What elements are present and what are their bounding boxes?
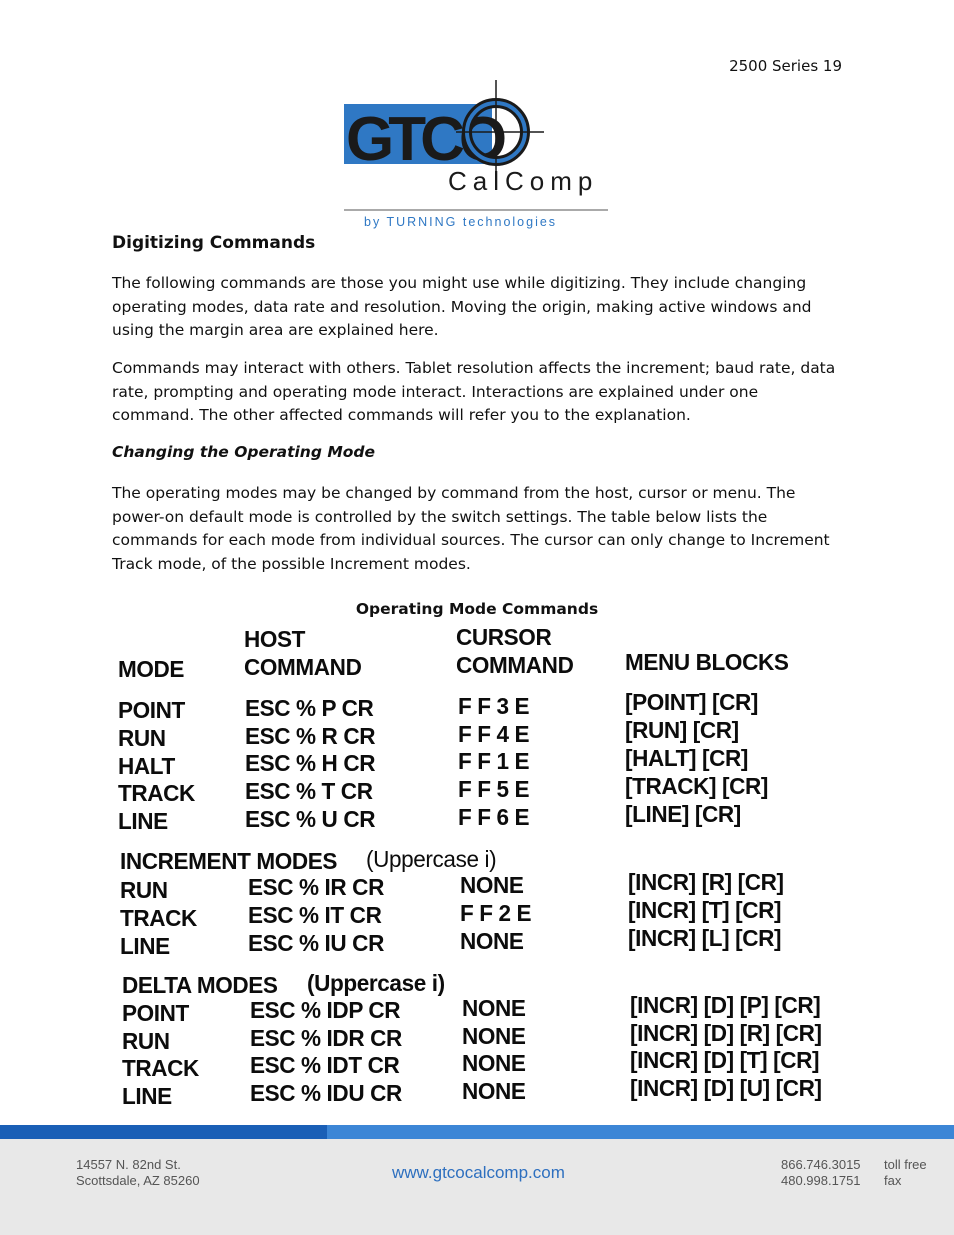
host-command: ESC % IDR CR <box>250 1025 402 1051</box>
footer-fax-label: fax <box>884 1173 902 1188</box>
increment-modes-title: INCREMENT MODES <box>120 848 338 874</box>
footer-bar-dark <box>0 1125 327 1139</box>
svg-text:GTCO: GTCO <box>346 105 502 174</box>
cursor-command: F F 5 E <box>458 776 530 802</box>
footer-address-line-1: 14557 N. 82nd St. <box>76 1157 181 1172</box>
host-command: ESC % T CR <box>245 778 373 804</box>
menu-blocks: [RUN] [CR] <box>625 717 739 743</box>
host-command: ESC % H CR <box>245 750 376 776</box>
footer-address-line-2: Scottsdale, AZ 85260 <box>76 1173 200 1188</box>
cursor-command: NONE <box>460 928 524 954</box>
menu-blocks: [INCR] [R] [CR] <box>628 869 784 895</box>
header-mode: MODE <box>118 656 185 682</box>
host-command: ESC % IU CR <box>248 930 384 956</box>
footer-bar-light <box>327 1125 954 1139</box>
page-footer <box>0 1125 954 1235</box>
host-command: ESC % U CR <box>245 806 376 832</box>
host-command: ESC % IDU CR <box>250 1080 402 1106</box>
host-command: ESC % P CR <box>245 695 374 721</box>
gtco-calcomp-logo <box>344 80 614 232</box>
menu-blocks: [INCR] [D] [P] [CR] <box>630 992 821 1018</box>
table-title: Operating Mode Commands <box>355 600 599 618</box>
svg-text:CalComp: CalComp <box>448 166 599 196</box>
mode-name: RUN <box>118 725 166 751</box>
menu-blocks: [HALT] [CR] <box>625 745 748 771</box>
delta-modes-title: DELTA MODES <box>122 972 278 998</box>
host-command: ESC % R CR <box>245 723 376 749</box>
delta-modes-note: (Uppercase i) <box>307 970 445 996</box>
cursor-command: NONE <box>462 995 526 1021</box>
footer-fax-number: 480.998.1751 <box>781 1173 861 1188</box>
footer-toll-free-label: toll free <box>884 1157 927 1172</box>
cursor-command: F F 2 E <box>460 900 532 926</box>
host-command: ESC % IDT CR <box>250 1052 400 1078</box>
intro-paragraph: The following commands are those you might use while digitizing. They include changing operating modes, data rate and resolution. Moving the origin, making active windows and using the margin area are explained here. <box>112 274 812 339</box>
mode-name: POINT <box>122 1000 189 1026</box>
menu-blocks: [LINE] [CR] <box>625 801 741 827</box>
page-number: 2500 Series 19 <box>729 57 842 75</box>
menu-blocks: [INCR] [D] [T] [CR] <box>630 1047 820 1073</box>
cursor-command: F F 3 E <box>458 693 530 719</box>
mode-name: POINT <box>118 697 185 723</box>
cursor-command: NONE <box>462 1023 526 1049</box>
header-cursor-1: CURSOR <box>456 624 552 650</box>
menu-blocks: [POINT] [CR] <box>625 689 759 715</box>
header-host-1: HOST <box>244 626 306 652</box>
mode-paragraph: The operating modes may be changed by command from the host, cursor or menu. The power-on default mode is controlled by the switch settings. The table below lists the commands for each mode from individual sources. The cursor can only change to Increment Track mode, of the possible Increment modes. <box>112 484 830 573</box>
cursor-command: NONE <box>462 1078 526 1104</box>
header-cursor-2: COMMAND <box>456 652 574 678</box>
mode-name: LINE <box>120 933 170 959</box>
subsection-title: Changing the Operating Mode <box>112 443 376 461</box>
interaction-paragraph: Commands may interact with others. Tablet resolution affects the increment; baud rate, data rate, prompting and operating mode interact. Interactions are explained under one command. The other affected commands will refer you to the explanation. <box>112 359 836 424</box>
mode-name: HALT <box>118 753 175 779</box>
cursor-command: F F 4 E <box>458 721 530 747</box>
mode-name: LINE <box>122 1083 172 1109</box>
host-command: ESC % IR CR <box>248 874 384 900</box>
host-command: ESC % IDP CR <box>250 997 401 1023</box>
cursor-command: F F 1 E <box>458 748 530 774</box>
svg-text:by TURNING technologies: by TURNING technologies <box>364 215 558 229</box>
mode-name: LINE <box>118 808 168 834</box>
section-title: Digitizing Commands <box>112 233 316 253</box>
mode-name: TRACK <box>120 905 197 931</box>
header-host-2: COMMAND <box>244 654 362 680</box>
header-menu-blocks: MENU BLOCKS <box>625 649 789 675</box>
menu-blocks: [TRACK] [CR] <box>625 773 769 799</box>
cursor-command: NONE <box>462 1050 526 1076</box>
menu-blocks: [INCR] [D] [R] [CR] <box>630 1020 822 1046</box>
mode-name: TRACK <box>118 780 195 806</box>
cursor-command: NONE <box>460 872 524 898</box>
footer-website-link[interactable]: www.gtcocalcomp.com <box>392 1163 565 1182</box>
footer-toll-free-number: 866.746.3015 <box>781 1157 861 1172</box>
mode-name: TRACK <box>122 1055 199 1081</box>
mode-name: RUN <box>122 1028 170 1054</box>
cursor-command: F F 6 E <box>458 804 530 830</box>
increment-modes-note: (Uppercase i) <box>366 846 497 872</box>
menu-blocks: [INCR] [D] [U] [CR] <box>630 1075 822 1101</box>
mode-name: RUN <box>120 877 168 903</box>
menu-blocks: [INCR] [L] [CR] <box>628 925 782 951</box>
host-command: ESC % IT CR <box>248 902 382 928</box>
menu-blocks: [INCR] [T] [CR] <box>628 897 782 923</box>
